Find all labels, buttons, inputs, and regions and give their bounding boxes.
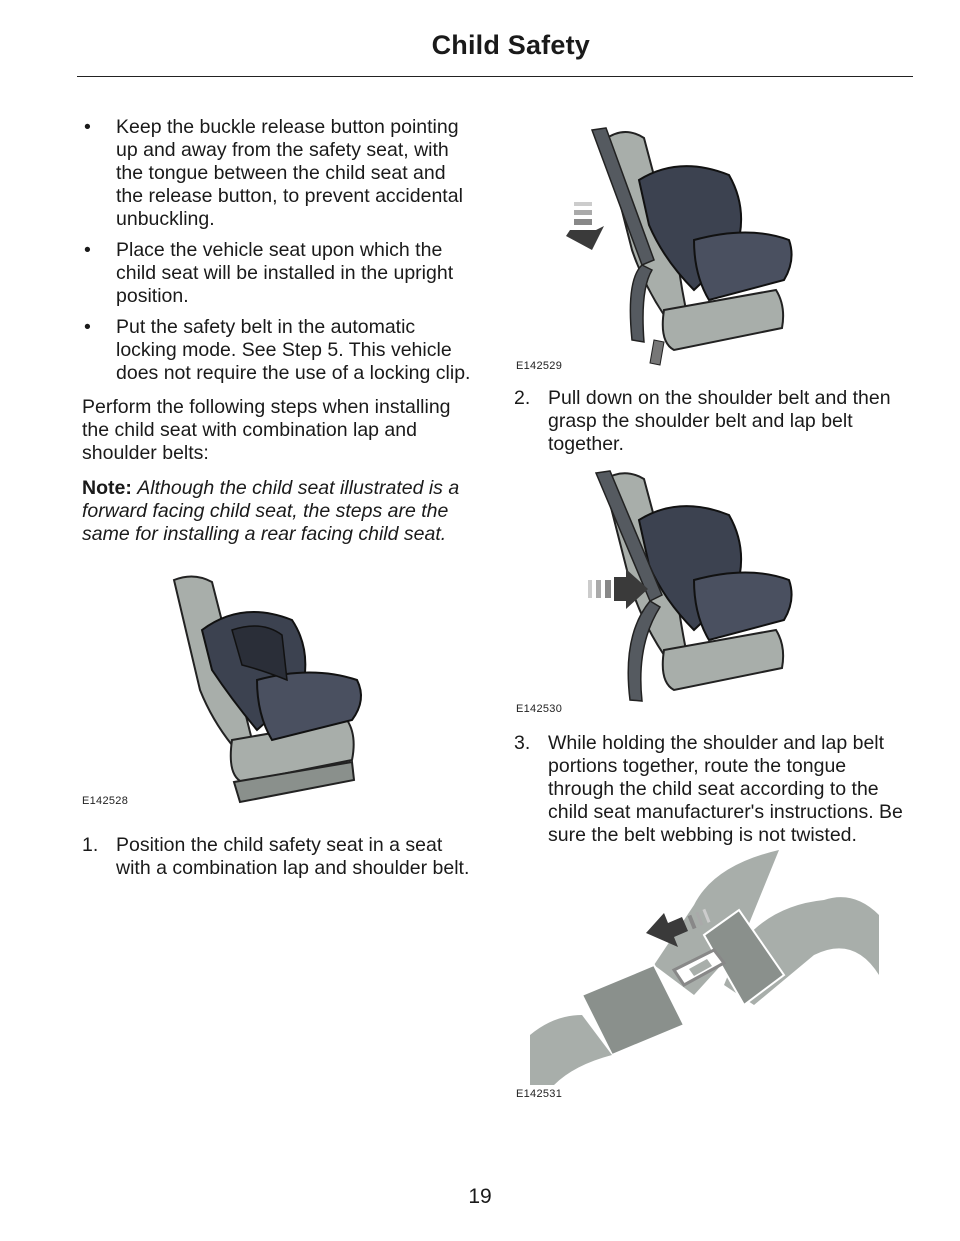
child-seat-illustration bbox=[82, 570, 472, 810]
title-divider bbox=[77, 76, 913, 77]
note-paragraph bbox=[82, 477, 472, 546]
page-number: 19 bbox=[468, 1185, 492, 1208]
list-item: • Place the vehicle seat upon which the child seat will be installed in the upright position. bbox=[84, 239, 454, 307]
bullet-icon: • bbox=[84, 239, 91, 261]
list-item: • Keep the buckle release button pointing up and away from the safety seat, with the tongue between the child seat and the release button, to prevent accidental unbuckling. bbox=[84, 116, 463, 230]
left-column bbox=[82, 116, 472, 546]
figure-child-seat-2 bbox=[514, 120, 914, 370]
step-1 bbox=[82, 834, 474, 880]
step-number: 2. bbox=[514, 387, 531, 409]
step-number: 3. bbox=[514, 732, 531, 754]
shoulder-belt-pull-illustration bbox=[514, 120, 914, 370]
step-2 bbox=[514, 387, 914, 456]
figure-child-seat-1 bbox=[82, 570, 472, 810]
figure-code: E142531 bbox=[516, 1088, 563, 1100]
figure-child-seat-3 bbox=[514, 465, 914, 715]
step-text: Pull down on the shoulder belt and then grasp the shoulder belt and lap belt together. bbox=[548, 387, 891, 455]
page-title: Child Safety bbox=[431, 30, 590, 60]
step-text: While holding the shoulder and lap belt portions together, route the tongue through the child seat according to the child seat manufacturer's instructions. Be sure the belt webbing is not twisted. bbox=[548, 732, 903, 846]
step-number: 1. bbox=[82, 834, 99, 856]
figure-belt-buckle bbox=[514, 845, 914, 1105]
belt-grasp-illustration bbox=[514, 465, 914, 715]
bullet-icon: • bbox=[84, 316, 91, 338]
intro-paragraph: Perform the following steps when installing the child seat with combination lap and shoulder belts: bbox=[82, 396, 451, 464]
bullet-icon: • bbox=[84, 116, 91, 138]
note-label: Note: bbox=[82, 477, 132, 499]
list-item: • Put the safety belt in the automatic locking mode. See Step 5. This vehicle does not require the use of a locking clip. bbox=[84, 316, 471, 384]
bullet-list bbox=[82, 116, 472, 385]
step-3 bbox=[514, 732, 914, 847]
step-text: Position the child safety seat in a seat with a combination lap and shoulder belt. bbox=[116, 834, 470, 879]
arrow-down-icon bbox=[566, 202, 604, 250]
note-text: Although the child seat illustrated is a forward facing child seat, the steps are the same for installing a rear facing child seat. bbox=[82, 477, 460, 545]
figure-code: E142528 bbox=[82, 795, 129, 807]
figure-code: E142529 bbox=[516, 360, 563, 372]
figure-code: E142530 bbox=[516, 703, 563, 715]
belt-tongue-route-illustration bbox=[514, 845, 914, 1105]
